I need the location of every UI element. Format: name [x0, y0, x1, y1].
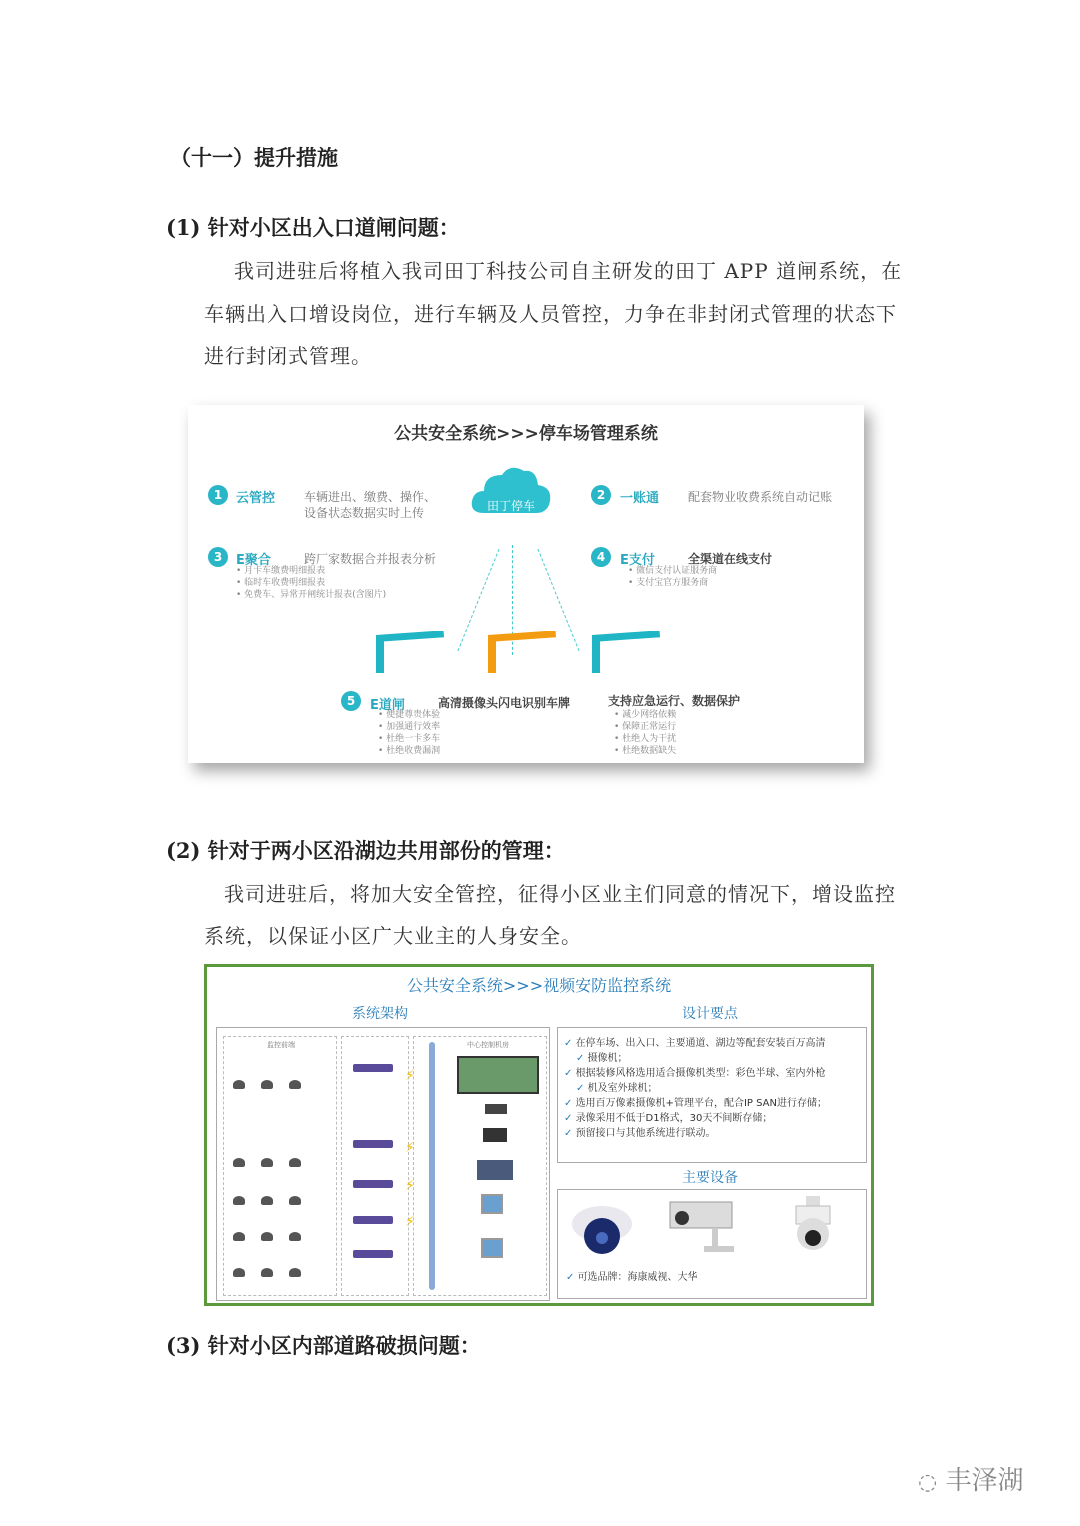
equipment-panel	[557, 1189, 867, 1299]
equip-title: 主要设备	[682, 1170, 738, 1186]
feature6-bullets	[614, 709, 676, 757]
feature5-desc: 高清摄像头闪电识别车牌	[438, 696, 571, 710]
feature3-desc: 跨厂家数据合并报表分析	[304, 552, 437, 566]
design-point: ✓ 根据装修风格选用适合摄像机类型：彩色半球、室内外枪	[564, 1066, 860, 1081]
parking-system-figure	[188, 405, 864, 763]
feature2-title: 一账通	[620, 491, 660, 506]
camera-icon	[289, 1080, 301, 1089]
feature6-bullet: • 减少网络依赖	[614, 709, 676, 721]
feature3-number: 3	[208, 547, 228, 567]
arch-title: 系统架构	[352, 1006, 408, 1022]
design-points-panel	[557, 1027, 867, 1163]
link-bolt-icon: ⚡	[405, 1214, 415, 1230]
camera-icon	[233, 1080, 245, 1089]
ptz-camera-icon	[788, 1196, 838, 1256]
storage-icon	[477, 1160, 513, 1180]
arch-front-label: 监控前端	[267, 1041, 295, 1049]
camera-icon	[233, 1196, 245, 1205]
feature1-desc2: 设备状态数据实时上传	[304, 506, 425, 520]
feature3-bullet: • 免费车、异常开闸统计报表(含图片)	[236, 589, 386, 601]
feature5-bullets	[378, 709, 440, 757]
feature3-title: E聚合	[236, 553, 271, 568]
feature6-bullet: • 保障正常运行	[614, 721, 676, 733]
architecture-panel	[216, 1027, 550, 1301]
design-point: ✓ 预留接口与其他系统进行联动。	[564, 1126, 860, 1141]
wechat-icon: ◌	[918, 1470, 938, 1495]
feature5-title: E道闸	[370, 698, 405, 713]
feature1-title: 云管控	[236, 491, 276, 506]
item1-para-line1: 我司进驻后将植入我司田丁科技公司自主研发的田丁 APP 道闸系统，在	[234, 259, 903, 283]
fig1-title: 公共安全系统>>>停车场管理系统	[394, 424, 658, 444]
switch-icon	[353, 1064, 393, 1072]
network-backbone	[429, 1042, 435, 1290]
camera-icon	[261, 1196, 273, 1205]
feature5-bullet: • 加强通行效率	[378, 721, 440, 733]
feature4-desc: 全渠道在线支付	[688, 552, 773, 566]
item1-para-line2: 车辆出入口增设岗位，进行车辆及人员管控，力争在非封闭式管理的状态下	[204, 302, 897, 326]
feature4-bullets	[628, 565, 717, 589]
item2-para-line1: 我司进驻后，将加大安全管控，征得小区业主们同意的情况下，增设监控	[224, 882, 896, 906]
feature4-title: E支付	[620, 553, 655, 568]
design-point: ✓ 在停车场、出入口、主要通道、湖边等配套安装百万高清	[564, 1036, 860, 1051]
item2-heading: (2) 针对于两小区沿湖边共用部份的管理：	[166, 838, 565, 863]
brand-note	[566, 1270, 698, 1285]
barrier-gate-icon	[488, 631, 558, 673]
bullet-camera-icon	[668, 1196, 744, 1256]
feature1-number: 1	[208, 485, 228, 505]
camera-icon	[289, 1268, 301, 1277]
link-bolt-icon: ⚡	[405, 1068, 415, 1084]
camera-icon	[289, 1232, 301, 1241]
camera-icon	[261, 1080, 273, 1089]
barrier-gate-icon	[376, 631, 446, 673]
item3-heading: (3) 针对小区内部道路破损问题：	[166, 1333, 481, 1358]
feature4-bullet: • 微信支付认证服务商	[628, 565, 717, 577]
feature6-bullet: • 杜绝数据缺失	[614, 745, 676, 757]
design-point: ✓ 录像采用不低于D1格式，30天不间断存储；	[564, 1111, 860, 1126]
feature5-number: 5	[341, 691, 361, 711]
monitor-icon	[481, 1194, 503, 1214]
arch-center-label: 中心控制机房	[467, 1041, 509, 1049]
camera-icon	[261, 1268, 273, 1277]
feature3-bullets	[236, 565, 386, 601]
feature5-bullet: • 杜绝收费漏洞	[378, 745, 440, 757]
monitor-icon	[481, 1238, 503, 1258]
design-point: ✓ 摄像机；	[564, 1051, 860, 1066]
item2-para-line2: 系统，以保证小区广大业主的人身安全。	[204, 924, 582, 948]
feature2-number: 2	[591, 485, 611, 505]
fig2-title: 公共安全系统>>>视频安防监控系统	[406, 976, 672, 995]
watermark	[918, 1460, 1023, 1497]
recorder-icon	[485, 1104, 507, 1114]
camera-icon	[289, 1158, 301, 1167]
design-point: ✓ 机及室外球机；	[564, 1081, 860, 1096]
feature6-desc: 支持应急运行、数据保护	[608, 694, 741, 708]
camera-icon	[261, 1232, 273, 1241]
dome-camera-icon	[570, 1198, 634, 1260]
feature3-bullet: • 月卡车缴费明细报表	[236, 565, 386, 577]
switch-icon	[353, 1180, 393, 1188]
feature6-bullet: • 杜绝人为干扰	[614, 733, 676, 745]
design-title: 设计要点	[682, 1006, 738, 1022]
camera-icon	[261, 1158, 273, 1167]
video-surveillance-figure	[204, 964, 874, 1306]
item1-para-line3: 进行封闭式管理。	[204, 344, 372, 368]
keyboard-icon	[483, 1128, 507, 1142]
camera-icon	[233, 1232, 245, 1241]
barrier-gate-icon	[592, 631, 662, 673]
feature4-number: 4	[591, 547, 611, 567]
camera-icon	[233, 1268, 245, 1277]
watermark-text: 丰泽湖	[945, 1466, 1024, 1496]
switch-icon	[353, 1216, 393, 1224]
switch-icon	[353, 1250, 393, 1258]
camera-icon	[233, 1158, 245, 1167]
feature5-bullet: • 杜绝一卡多车	[378, 733, 440, 745]
cloud-label: 田丁停车	[486, 499, 535, 513]
feature2-desc: 配套物业收费系统自动记账	[688, 490, 833, 504]
feature1-desc1: 车辆进出、缴费、操作、	[304, 490, 437, 504]
feature4-bullet: • 支付宝官方服务商	[628, 577, 717, 589]
feature3-bullet: • 临时车收费明细报表	[236, 577, 386, 589]
feature5-bullet: • 便捷尊贵体验	[378, 709, 440, 721]
brand-text: ✓ 可选品牌：海康威视、大华	[566, 1270, 698, 1285]
switch-icon	[353, 1140, 393, 1148]
link-bolt-icon: ⚡	[405, 1178, 415, 1194]
item1-heading: (1) 针对小区出入口道闸问题：	[166, 215, 460, 240]
video-wall-icon	[457, 1056, 539, 1094]
section-title: （十一）提升措施	[170, 145, 338, 170]
link-bolt-icon: ⚡	[405, 1140, 415, 1156]
design-point: ✓ 选用百万像素摄像机+管理平台，配合IP SAN进行存储；	[564, 1096, 860, 1111]
camera-icon	[289, 1196, 301, 1205]
